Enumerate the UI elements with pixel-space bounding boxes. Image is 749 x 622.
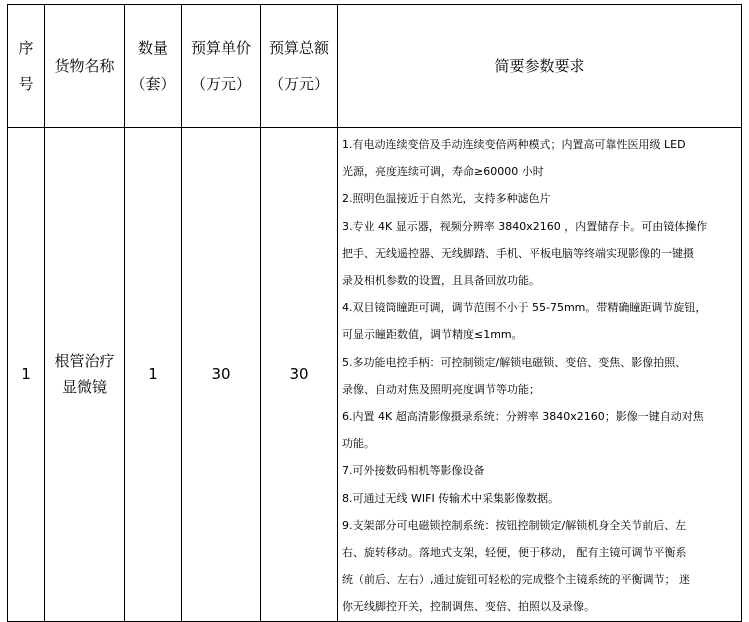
header-seq-line-1: 序 (18, 39, 34, 57)
header-spec: 简要参数要求 (338, 5, 742, 128)
header-seq (8, 5, 45, 128)
cell-item-name-line-2: 显微镜 (61, 378, 107, 397)
cell-quantity: 1 (125, 128, 182, 622)
cell-total: 30 (261, 128, 338, 622)
spec-line: 功能。 (342, 437, 375, 451)
spec-line: 录像、自动对焦及照明亮度调节等功能； (342, 382, 540, 396)
header-unit-price-label: 预算单价 (190, 39, 251, 57)
spec-line: 2.照明色温接近于自然光，支持多种滤色片 (342, 192, 551, 206)
cell-item-name (45, 128, 125, 622)
cell-seq: 1 (8, 128, 45, 622)
spec-line: 3.专业 4K 显示器，视频分辨率 3840x2160 ，内置储存卡。可由镜体操作 (342, 219, 708, 233)
cell-item-name-line-1: 根管治疗 (54, 352, 115, 371)
spec-line: 录及相机参数的设置，且具备回放功能。 (342, 274, 540, 288)
header-seq-line-2: 号 (18, 75, 34, 93)
spec-line: 7.可外接数码相机等影像设备 (342, 464, 485, 478)
procurement-table (7, 4, 742, 622)
spec-line: 你无线脚控开关，控制调焦、变倍、拍照以及录像。 (342, 600, 595, 614)
spec-line: 9.支架部分可电磁锁控制系统：按钮控制锁定/解锁机身全关节前后、左 (342, 518, 687, 532)
header-row (8, 5, 742, 128)
spec-line: 把手、无线遥控器、无线脚踏、手机、平板电脑等终端实现影像的一键摄 (342, 246, 694, 260)
header-quantity (125, 5, 182, 128)
table-row (8, 128, 742, 622)
header-unit-price (182, 5, 261, 128)
spec-line: 6.内置 4K 超高清影像摄录系统：分辨率 3840x2160；影像一键自动对焦 (342, 410, 704, 424)
procurement-table-container (7, 4, 742, 622)
spec-line: 光源，亮度连续可调，寿命≥60000 小时 (342, 165, 544, 179)
spec-line: 统（前后、左右）,通过旋钮可轻松的完成整个主镜系统的平衡调节； 迷 (342, 573, 690, 587)
spec-line: 4.双目镜筒瞳距可调，调节范围不小于 55-75mm。带精确瞳距调节旋钮， (342, 301, 707, 315)
spec-line: 1.有电动连续变倍及手动连续变倍两种模式；内置高可靠性医用级 LED (342, 138, 686, 151)
header-quantity-unit: （套） (130, 75, 176, 93)
spec-line: 5.多功能电控手柄：可控制锁定/解锁电磁锁、变倍、变焦、影像拍照、 (342, 355, 687, 369)
cell-unit-price: 30 (182, 128, 261, 622)
header-quantity-label: 数量 (137, 39, 168, 57)
header-total (261, 5, 338, 128)
spec-line: 右、旋转移动。落地式支架，轻便，便于移动， 配有主镜可调节平衡系 (342, 546, 687, 560)
spec-line: 8.可通过无线 WIFI 传输术中采集影像数据。 (342, 491, 560, 505)
cell-spec (338, 128, 742, 622)
header-total-label: 预算总额 (268, 39, 329, 57)
spec-line: 可显示瞳距数值，调节精度≤1mm。 (342, 328, 523, 342)
header-item-name: 货物名称 (45, 5, 125, 128)
header-total-unit: （万元） (268, 75, 329, 93)
header-unit-price-unit: （万元） (190, 75, 251, 93)
